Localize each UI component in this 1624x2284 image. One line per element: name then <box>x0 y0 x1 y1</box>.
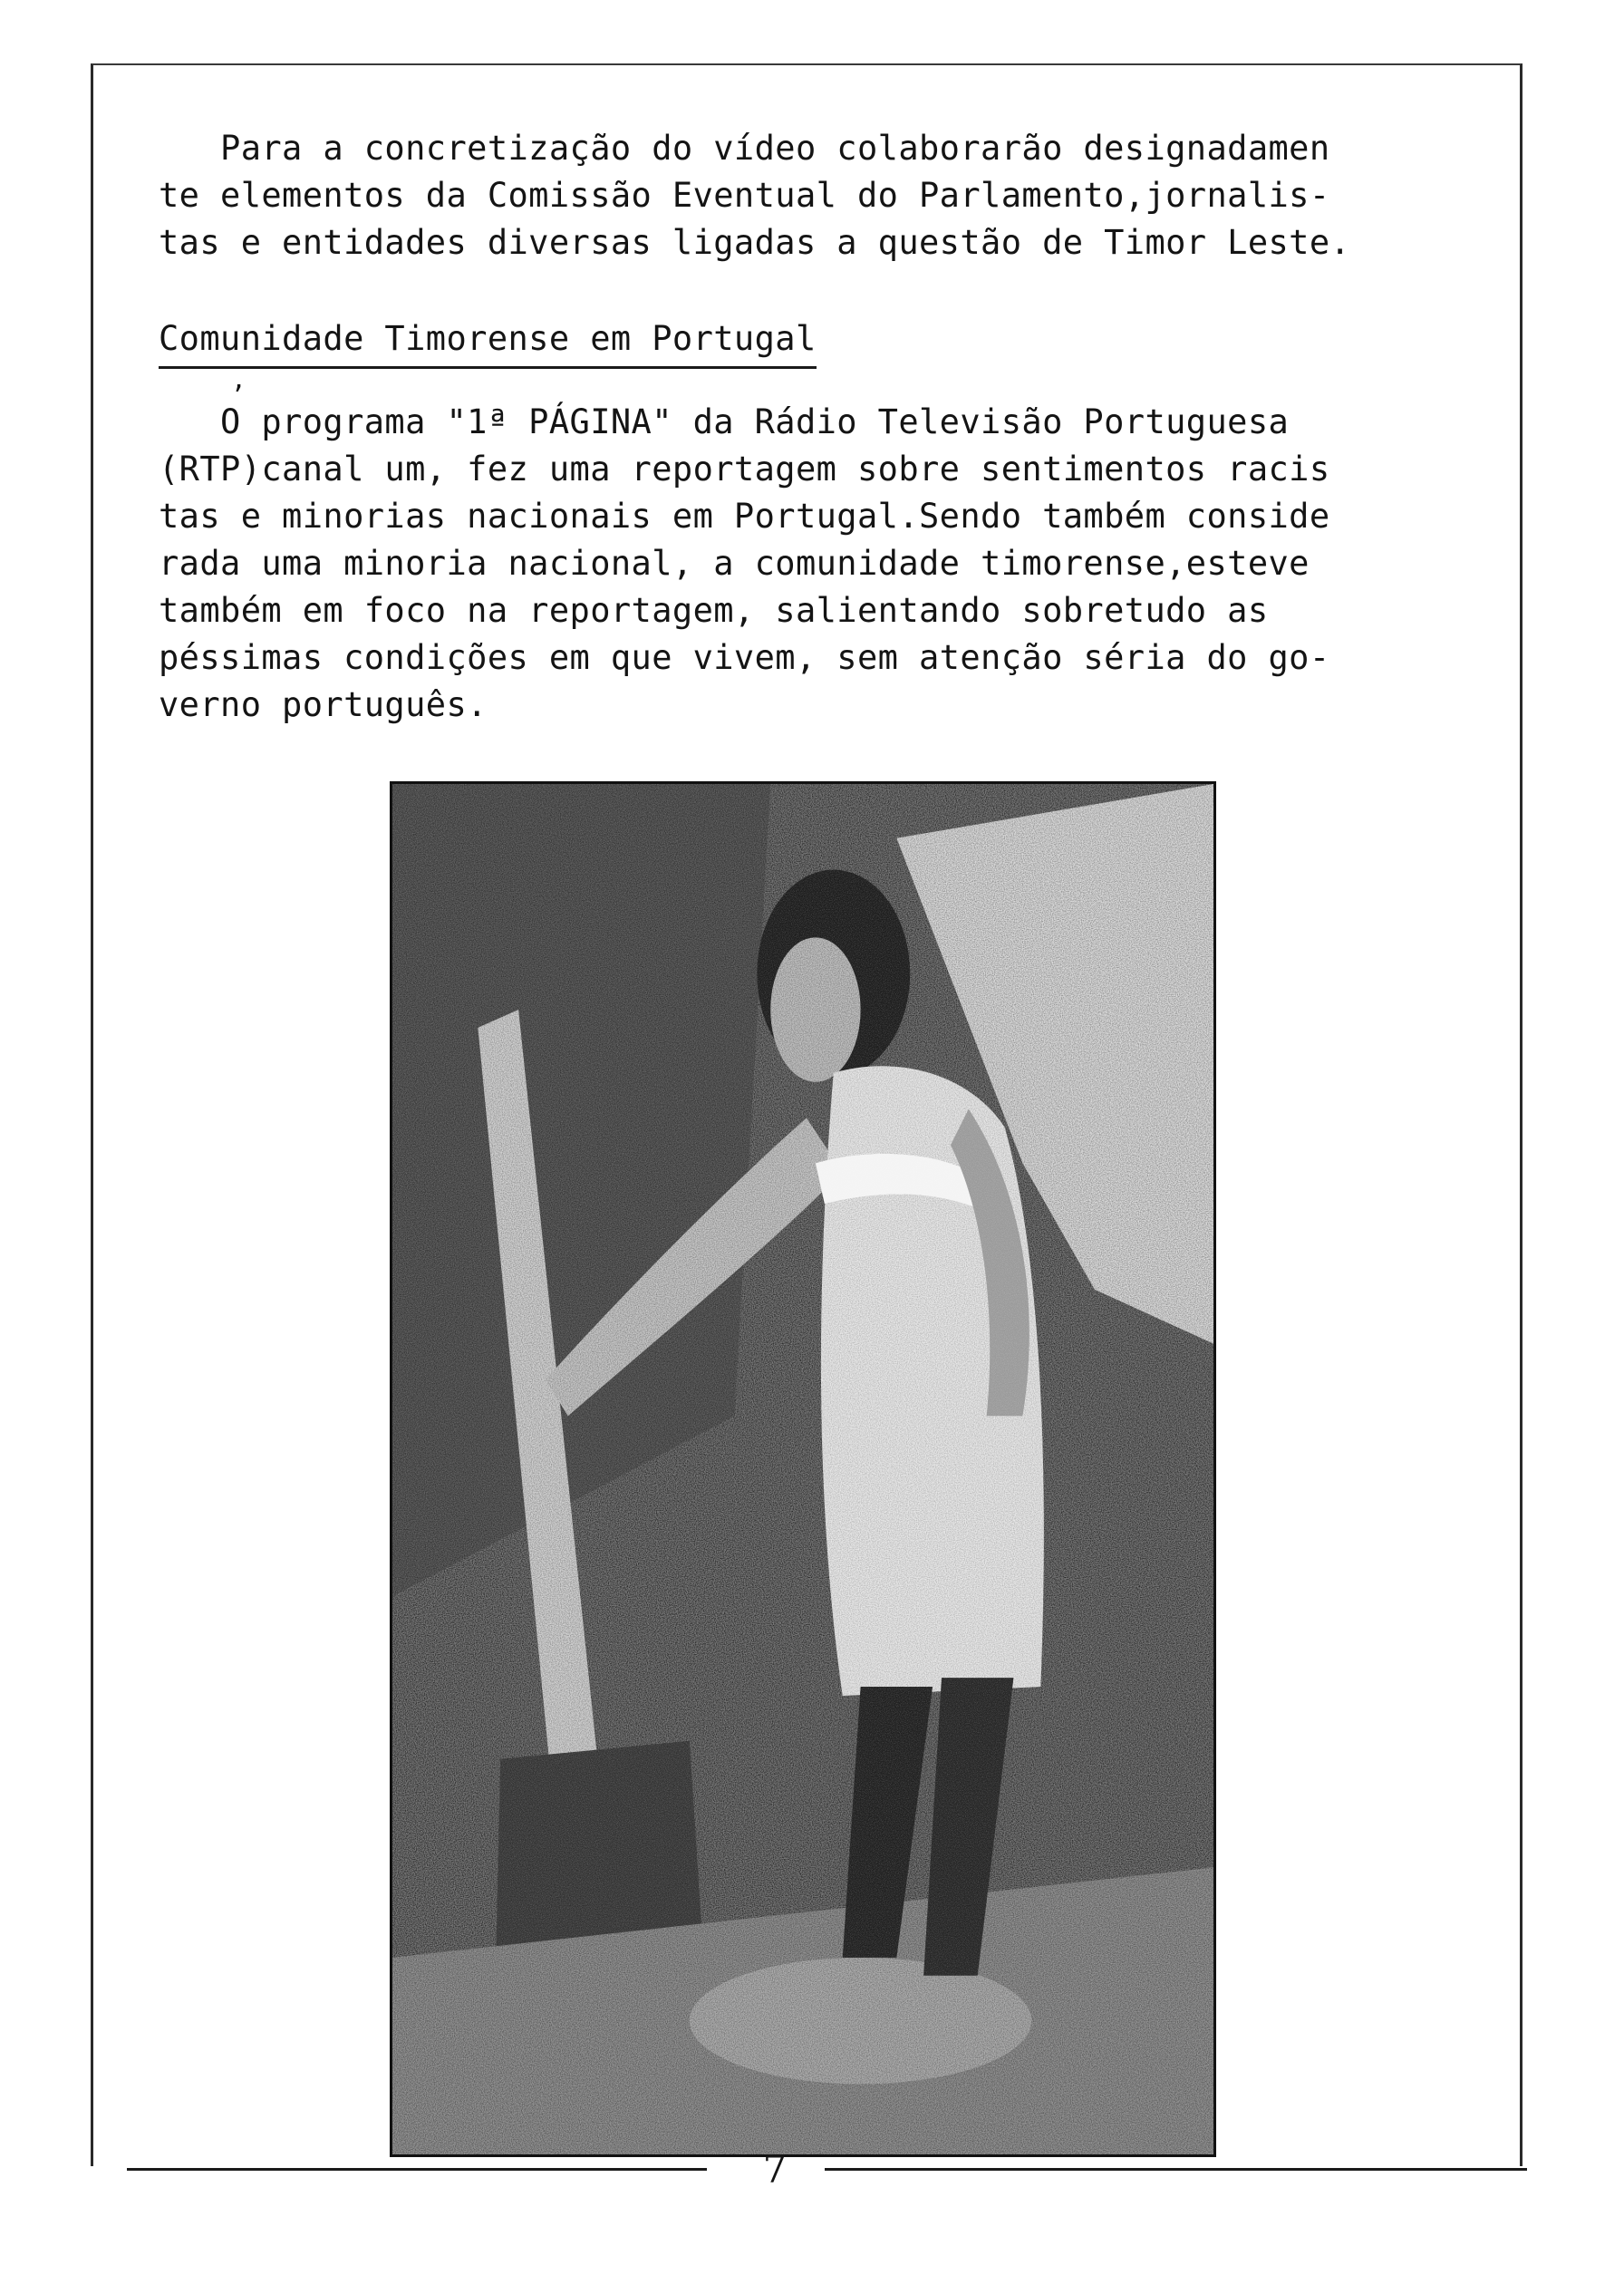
bottom-rule-right <box>825 2168 1527 2171</box>
paragraph-rtp-report <box>159 399 1491 729</box>
p1-line-2: te elementos da Comissão Eventual do Parlamento,jornalis- <box>159 176 1330 215</box>
p1-line-3: tas e entidades diversas ligadas a questão de Timor Leste. <box>159 223 1351 262</box>
p2-line-4: rada uma minoria nacional, a comunidade timorense,esteve <box>159 544 1310 583</box>
bottom-rule-left <box>127 2168 707 2171</box>
p2-line-1: O programa "1ª PÁGINA" da Rádio Televisão Portuguesa <box>159 402 1290 441</box>
paragraph-video-collaboration <box>159 125 1491 266</box>
p2-line-6: péssimas condições em que vivem, sem atenção séria do go- <box>159 638 1330 677</box>
person-pounding-grain-with-pestle-icon <box>392 784 1213 2154</box>
stray-mark: , <box>231 364 246 394</box>
p2-line-3: tas e minorias nacionais em Portugal.Sendo também conside <box>159 497 1330 536</box>
p1-line-1: Para a concretização do vídeo colaborarão designadamen <box>159 129 1330 168</box>
p2-line-5: também em foco na reportagem, salientando sobretudo as <box>159 591 1269 630</box>
section-heading: Comunidade Timorense em Portugal <box>159 315 817 369</box>
page-number: 7 <box>762 2147 788 2192</box>
p2-line-2: (RTP)canal um, fez uma reportagem sobre sentimentos racis <box>159 450 1330 489</box>
p2-line-7: verno português. <box>159 685 488 724</box>
photo-person-pounding-grain <box>390 781 1216 2157</box>
